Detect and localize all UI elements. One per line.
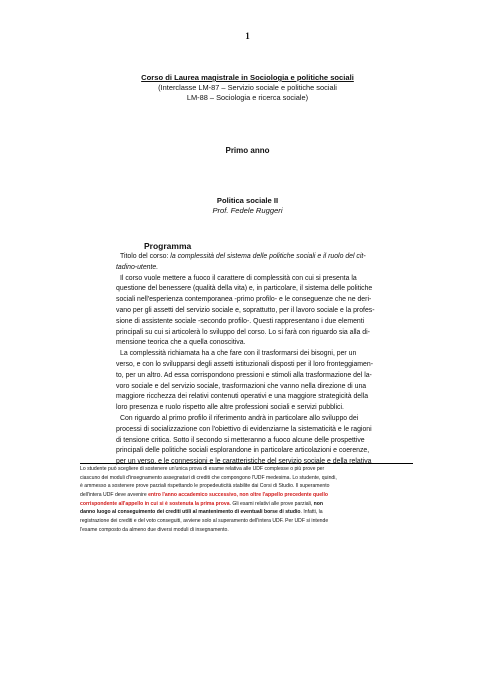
body-line: principali su cui si articolerà lo sviluppo del corso. Lo si farà con riguardo sia alla di- [116, 328, 370, 336]
footnote-line [80, 465, 413, 474]
footnote-line [80, 474, 413, 483]
body-line: principali delle politiche sociali esplorandone in particolare articolazioni e coerenze, [116, 447, 370, 455]
footnote-divider [80, 463, 413, 464]
footnote-text: danno luogo al conseguimento dei crediti utili al mantenimento di eventuali borse di studio [80, 509, 301, 516]
body-line: loro presenza e ruolo rispetto alle altre professioni sociali e servizi pubblici. [116, 404, 344, 412]
subject-title: Politica sociale II [216, 196, 279, 205]
footnote-text: dell'intera UDF deve avvenire [80, 492, 149, 499]
body-line: questione del benessere (qualità della vita) e, in particolare, il sistema delle politiche [116, 285, 373, 293]
body-line: di tensione critica. Sotto il secondo si metteranno a fuoco alcune delle prospettive [116, 436, 365, 444]
footnote-line [80, 500, 413, 509]
body-line: verso, e con lo svilupparsi degli assetti istituzionali disposti per il loro fronteggiamen- [116, 360, 373, 368]
footnote-line [80, 491, 413, 500]
footnote-line [80, 526, 413, 535]
programma-body [116, 252, 392, 468]
course-title-label: Titolo del corso: [120, 253, 171, 260]
body-line [116, 252, 392, 263]
course-title: Corso di Laurea magistrale in Sociologia e politiche sociali [141, 73, 354, 82]
body-line: sociali nell'esperienza contemporanea -primo profilo- e le conseguenze che ne deri- [116, 296, 372, 304]
footnote-line [80, 482, 413, 491]
year-heading: Primo anno [225, 146, 270, 155]
footnote-text: l'esame composto da almeno due diversi moduli di insegnamento. [80, 526, 229, 533]
programma-heading: Programma [144, 241, 192, 251]
body-line: processi di socializzazione con l'obiettivo di evidenziarne la sistematicità e le ragioni [116, 425, 372, 433]
footnote-text: registrazione dei crediti e del voto conseguiti, avviene solo al superamento dell'intera UDF. Per UDF si intende [80, 518, 329, 525]
professor-name: Prof. Fedele Ruggeri [212, 206, 283, 215]
footnote-text: ciascuno dei moduli d'insegnamento assegnatari di crediti che compongono l'UDF medesima. Lo studente, quindi, [80, 474, 337, 481]
body-line: voro sociale e del servizio sociale, trasformazioni che vanno nella direzione di una [116, 382, 367, 390]
subject-block [0, 196, 495, 216]
footnote-emphasis: corrispondente all'appello in cui si è sostenuta la prima prova [80, 500, 230, 507]
course-title-text: tadino-utente. [116, 263, 159, 271]
body-line: La complessità richiamata ha a che fare con il trasformarsi dei bisogni, per un [120, 350, 357, 358]
body-line: maggiore ricchezza dei relativi contenuti operativi e una maggiore strategicità della [116, 393, 369, 401]
class-line: LM-88 – Sociologia e ricerca sociale) [186, 93, 309, 102]
body-line: vano per gli assetti del servizio sociale e, soprattutto, per il lavoro sociale e la profes- [116, 306, 375, 314]
body-line: Con riguardo al primo profilo il riferimento andrà in particolare allo sviluppo dei [120, 414, 359, 422]
footnote-text: è ammesso a sostenere prove parziali rispettando le propedeuticità stabilite dai Corsi di Studio. Il superamento [80, 483, 330, 490]
interclass-line: (Interclasse LM-87 – Servizio sociale e politiche sociali [158, 83, 337, 92]
course-title-text: la complessità del sistema delle politiche sociali e il ruolo del cit- [170, 253, 366, 260]
body-line [116, 263, 392, 274]
body-line: sione di assistente sociale -secondo profilo-. Questi rappresentano i due elementi [116, 317, 365, 325]
body-line: to, per un altro. Ad essa corrispondono pressioni e stimoli alla trasformazione del la- [116, 371, 372, 379]
footnote [80, 465, 413, 535]
footnote-emphasis: entro l'anno accademico successivo, non oltre l'appello precedente quello [148, 492, 328, 499]
footnote-text: . Infatti, la [300, 509, 323, 516]
footnote-text: . Gli esami relativi alle prove parziali, [229, 500, 314, 507]
body-line: mensione teorica che a quella conoscitiva. [116, 339, 246, 347]
footnote-text: non [313, 500, 323, 507]
footnote-line [80, 517, 413, 526]
footnote-text: Lo studente può scegliere di sostenere un'unica prova di esame relativa alle UDF complesse o più prove per [80, 466, 325, 472]
body-line: per un verso, e le connessioni e le caratteristiche del servizio sociale e della relativa [116, 458, 372, 466]
course-header [0, 73, 495, 103]
body-line: Il corso vuole mettere a fuoco il carattere di complessità con cui si presenta la [120, 274, 357, 282]
page-number: 1 [245, 31, 250, 41]
footnote-line [80, 508, 413, 517]
